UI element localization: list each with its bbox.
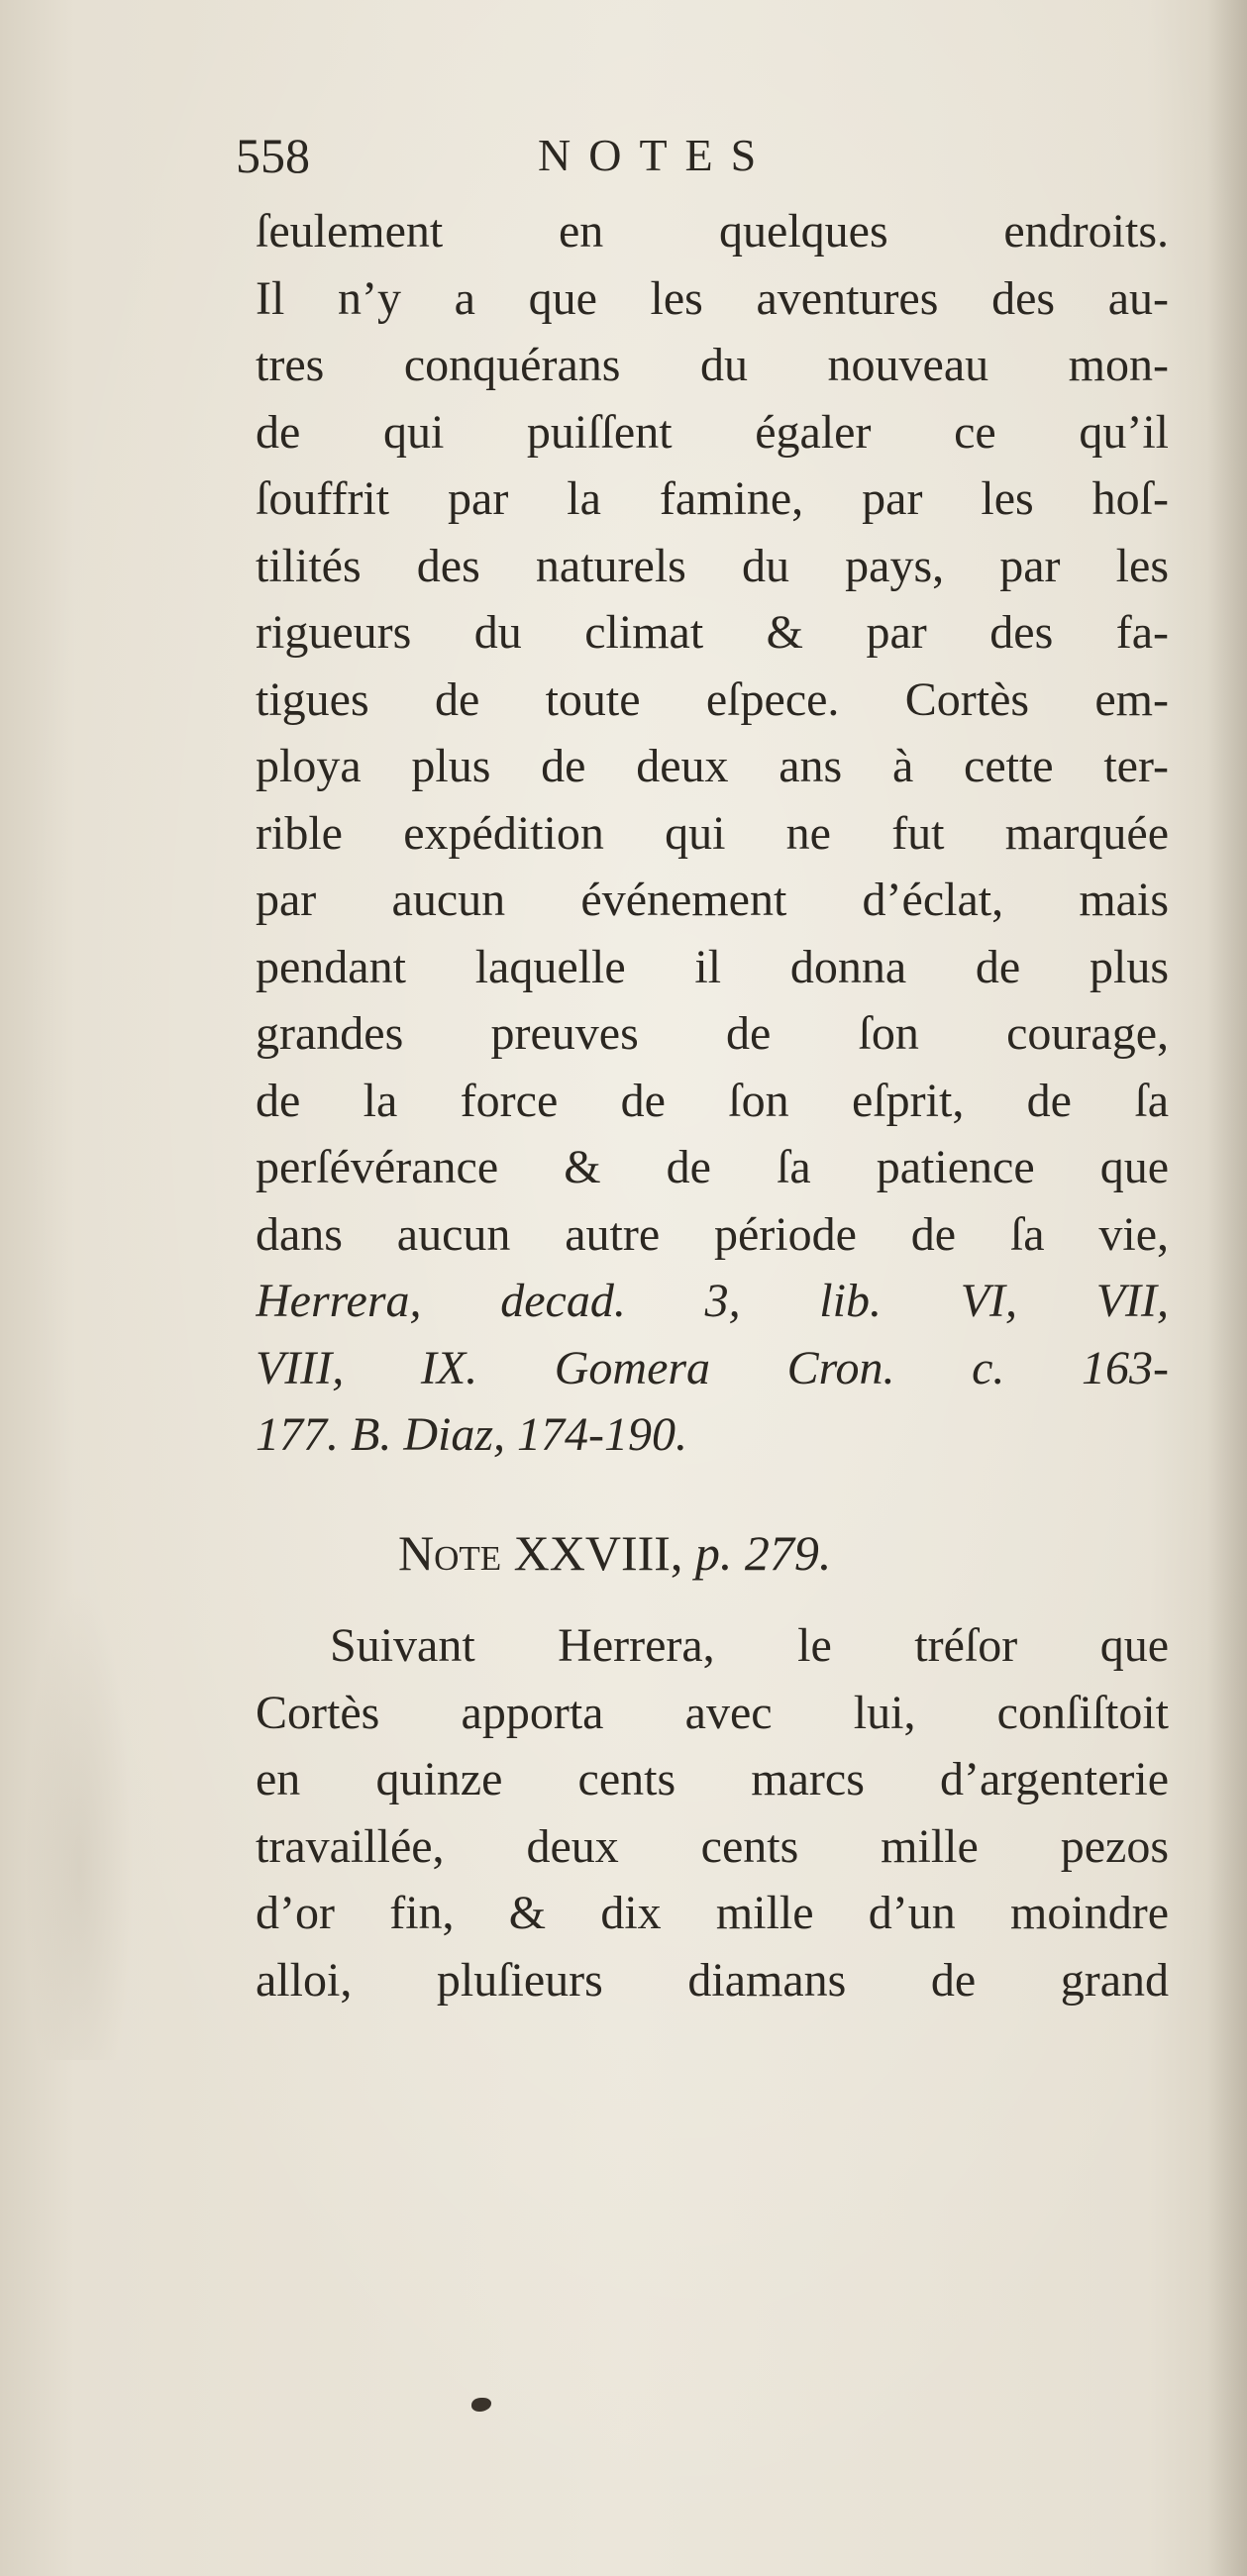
running-head: NOTES	[538, 130, 775, 180]
text-line: d’or fin, & dix mille d’un moindre	[256, 1887, 1169, 1939]
text-line: rigueurs du climat & par des fa-	[256, 606, 1169, 659]
text-line: tres conquérans du nouveau mon-	[256, 339, 1169, 391]
text-line: ploya plus de deux ans à cette ter-	[256, 740, 1169, 792]
page-edge-shadow	[1207, 0, 1247, 2576]
text-line: rible expédition qui ne fut marquée	[256, 806, 1169, 860]
text-line: de la force de ſon eſprit, de ſa	[256, 1074, 1169, 1127]
paragraph-2	[256, 1612, 1169, 2013]
text-line: tigues de toute eſpece. Cortès em-	[256, 672, 1169, 726]
page-number: 558	[236, 128, 310, 183]
text-line: pendant laquelle il donna de plus	[256, 940, 1169, 993]
text-line: ſeulement en quelques endroits.	[256, 205, 1169, 258]
text-line: Cortès apporta avec lui, conſiſtoit	[256, 1686, 1169, 1739]
text-line: dans aucun autre période de ſa vie,	[256, 1207, 1169, 1261]
ink-spot	[471, 2398, 491, 2412]
page-header	[236, 121, 1028, 190]
text-line: en quinze cents marcs d’argenterie	[256, 1753, 1169, 1805]
text-line: ſouffrit par la famine, par les hoſ-	[256, 472, 1169, 525]
text-line: travaillée, deux cents mille pezos	[256, 1819, 1169, 1873]
text-line: grandes preuves de ſon courage,	[256, 1007, 1169, 1060]
citation-line: VIII, IX. Gomera Cron. c. 163-	[256, 1341, 1169, 1394]
text-line: par aucun événement d’éclat, mais	[256, 874, 1169, 926]
text-line: de qui puiſſent égaler ce qu’il	[256, 405, 1169, 459]
citation-line: Herrera, decad. 3, lib. VI, VII,	[256, 1275, 1169, 1327]
text-line: alloi, pluſieurs diamans de grand	[256, 1953, 1169, 2007]
note-label: Note XXVIII	[398, 1525, 671, 1581]
note-page-ref: p. 279.	[694, 1525, 832, 1581]
note-heading: Note XXVIII, p. 279.	[398, 1525, 832, 1581]
text-line: tilités des naturels du pays, par les	[256, 539, 1169, 592]
text-line: Il n’y a que les aventures des au-	[256, 271, 1169, 325]
margin-stain	[25, 1585, 134, 2060]
text-line: Suivant Herrera, le tréſor que	[330, 1619, 1169, 1672]
text-line: perſévérance & de ſa patience que	[256, 1141, 1169, 1193]
paragraph-1	[256, 198, 1169, 1469]
citation-line: 177. B. Diaz, 174-190.	[256, 1408, 687, 1461]
